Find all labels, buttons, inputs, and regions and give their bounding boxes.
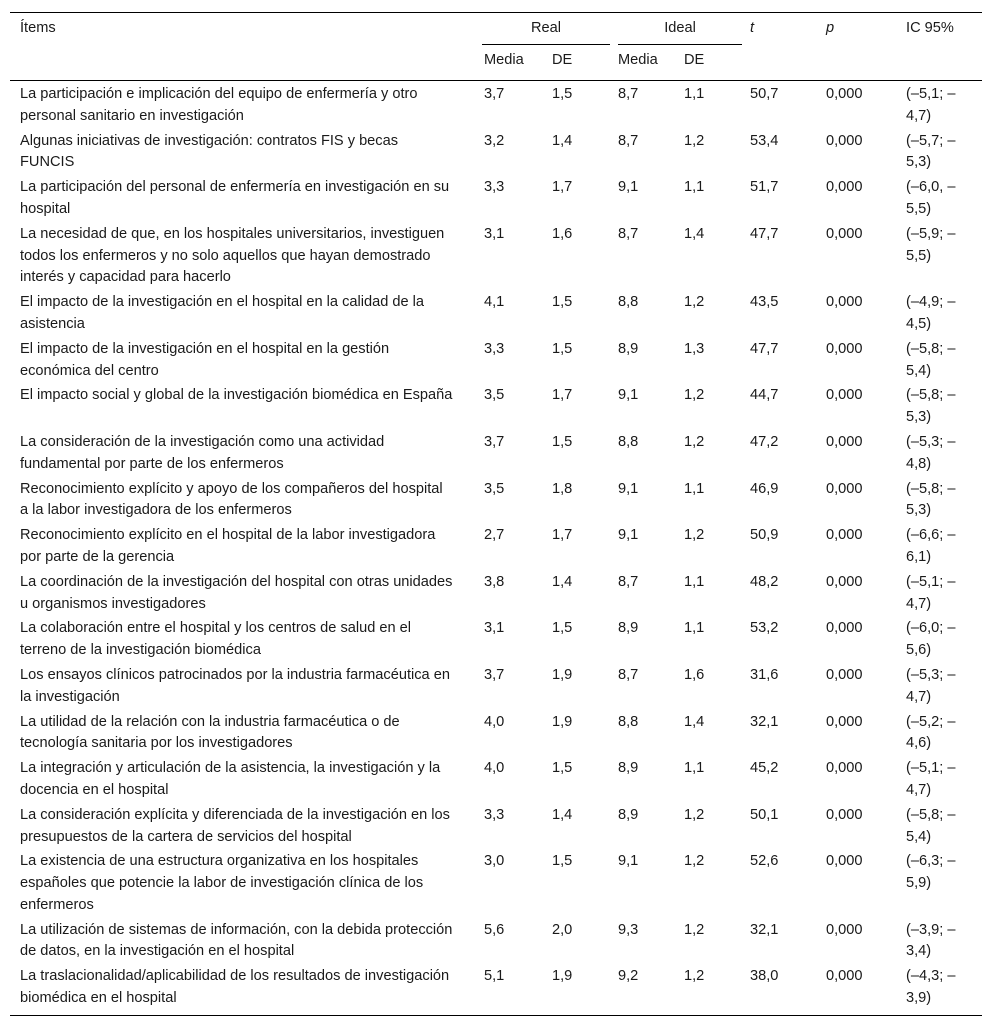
cell-ic: (–5,1; –4,7): [906, 760, 956, 798]
cell-real-media: 4,1: [484, 294, 505, 311]
cell-t: 50,9: [750, 527, 779, 544]
cell-t: 31,6: [750, 666, 779, 683]
table-row: [10, 848, 982, 916]
cell-ic: (–5,3; –4,8): [906, 433, 956, 472]
cell-ideal-media: 9,1: [618, 480, 639, 497]
cell-p: 0,000: [826, 527, 863, 544]
cell-ideal-media: 8,9: [618, 760, 639, 777]
cell-ic: (–5,8; –5,4): [906, 806, 956, 845]
cell-item: La consideración de la investigación como una actividad fundamental por parte de los enfermeros: [20, 433, 385, 472]
cell-ideal-de: 1,2: [684, 853, 705, 870]
header-real: Real: [482, 13, 610, 45]
cell-p: 0,000: [826, 666, 863, 683]
header-p: p: [826, 13, 906, 81]
cell-p: 0,000: [826, 480, 863, 497]
cell-real-de: 1,7: [552, 387, 573, 404]
cell-ideal-de: 1,3: [684, 340, 705, 357]
cell-real-media: 3,1: [484, 620, 505, 637]
cell-real-media: 4,0: [484, 713, 505, 730]
cell-item: Algunas iniciativas de investigación: contratos FIS y becas FUNCIS: [20, 132, 399, 171]
cell-p: 0,000: [826, 760, 863, 777]
table-row: [10, 128, 982, 175]
cell-item: Los ensayos clínicos patrocinados por la industria farmacéutica en la investigación: [20, 666, 450, 705]
table-row: [10, 289, 982, 336]
cell-ic: (–3,9; –3,4): [906, 921, 956, 960]
header-items: Ítems: [10, 13, 480, 81]
cell-p: 0,000: [826, 294, 863, 311]
cell-real-media: 3,5: [484, 480, 505, 497]
cell-real-media: 3,3: [484, 806, 505, 823]
cell-ideal-media: 9,1: [618, 853, 639, 870]
cell-p: 0,000: [826, 340, 863, 357]
cell-ideal-de: 1,2: [684, 921, 705, 938]
cell-ic: (–5,8; –5,3): [906, 387, 956, 426]
header-ideal: Ideal: [618, 13, 742, 45]
cell-real-de: 1,5: [552, 620, 573, 637]
cell-ideal-de: 1,4: [684, 225, 705, 242]
cell-real-media: 3,3: [484, 179, 505, 196]
cell-ideal-media: 8,7: [618, 666, 639, 683]
cell-item: La traslacionalidad/aplicabilidad de los resultados de investigación biomédica en el hospital: [10, 963, 480, 1015]
cell-ic: (–5,1; –4,7): [906, 573, 956, 612]
cell-ic: (–5,9; –5,5): [906, 225, 956, 264]
cell-real-media: 3,7: [484, 86, 505, 102]
cell-ic: (–5,8; –5,3): [906, 480, 956, 519]
cell-real-de: 1,5: [552, 853, 573, 870]
cell-ideal-media: 8,9: [618, 620, 639, 637]
cell-t: 32,1: [750, 713, 779, 730]
cell-real-de: 1,5: [552, 340, 573, 357]
cell-p: 0,000: [826, 853, 863, 870]
cell-t: 46,9: [750, 480, 779, 497]
cell-real-media: 5,6: [484, 921, 505, 938]
cell-real-media: 3,5: [484, 387, 505, 404]
cell-item: La participación del personal de enfermería en investigación en su hospital: [20, 179, 450, 217]
cell-real-media: 3,8: [484, 573, 505, 590]
cell-t: 32,1: [750, 921, 779, 938]
table-row: [10, 755, 982, 802]
cell-real-media: 3,3: [484, 340, 505, 357]
cell-ic: (–5,3; –4,7): [906, 666, 956, 705]
cell-item: La consideración explícita y diferenciada de la investigación en los presupuestos de la cartera de servicios del hospital: [20, 806, 450, 845]
cell-t: 50,1: [750, 806, 779, 823]
cell-item: La existencia de una estructura organizativa en los hospitales españoles que potencie la labor de investigación clínica de los enfermeros: [20, 853, 424, 913]
cell-ideal-media: 9,3: [618, 921, 639, 938]
cell-ideal-media: 9,2: [618, 963, 684, 1015]
cell-t: 43,5: [750, 294, 779, 311]
cell-item: La integración y articulación de la asistencia, la investigación y la docencia en el hospital: [20, 760, 441, 798]
cell-ic: (–6,0; –5,6): [906, 620, 956, 659]
header-ic: IC 95%: [906, 13, 982, 81]
table-body: [10, 81, 982, 1016]
cell-t: 44,7: [750, 387, 779, 404]
cell-ideal-media: 8,8: [618, 433, 639, 450]
cell-p: 0,000: [826, 225, 863, 242]
cell-p: 0,000: [826, 387, 863, 404]
cell-real-media: 3,0: [484, 853, 505, 870]
cell-ideal-de: 1,2: [684, 963, 750, 1015]
cell-p: 0,000: [826, 963, 906, 1015]
cell-p: 0,000: [826, 806, 863, 823]
cell-ideal-media: 8,8: [618, 713, 639, 730]
cell-ideal-media: 9,1: [618, 527, 639, 544]
cell-p: 0,000: [826, 573, 863, 590]
cell-real-de: 1,7: [552, 179, 573, 196]
cell-real-de: 1,6: [552, 225, 573, 242]
cell-t: 45,2: [750, 760, 779, 777]
table-row: [10, 569, 982, 616]
cell-real-de: 1,9: [552, 666, 573, 683]
cell-real-media: 2,7: [484, 527, 505, 544]
header-real-media: Media: [480, 45, 550, 81]
cell-real-media: 3,7: [484, 666, 505, 683]
cell-t: 50,7: [750, 86, 779, 102]
cell-ic: (–5,7; –5,3): [906, 132, 956, 171]
cell-real-media: 5,1: [480, 963, 550, 1015]
cell-real-de: 2,0: [552, 921, 573, 938]
cell-ideal-media: 8,7: [618, 132, 639, 149]
header-real-de: DE: [550, 45, 618, 81]
cell-real-de: 1,4: [552, 573, 573, 590]
cell-ideal-de: 1,1: [684, 86, 705, 102]
cell-item: La participación e implicación del equipo de enfermería y otro personal sanitario en investigación: [20, 86, 418, 124]
cell-ideal-de: 1,4: [684, 713, 705, 730]
cell-t: 47,7: [750, 340, 779, 357]
table-row: [10, 382, 982, 429]
cell-real-de: 1,5: [552, 760, 573, 777]
table-row: [10, 174, 982, 221]
table-row: [10, 429, 982, 476]
cell-ideal-media: 8,7: [618, 86, 639, 102]
cell-ideal-de: 1,2: [684, 527, 705, 544]
table-row: [10, 221, 982, 289]
cell-p: 0,000: [826, 921, 863, 938]
cell-ic: (–6,0, –5,5): [906, 179, 956, 217]
cell-item: La colaboración entre el hospital y los centros de salud en el terreno de la investigación biomédica: [20, 620, 412, 659]
cell-ideal-de: 1,1: [684, 480, 705, 497]
table-row: [10, 662, 982, 709]
cell-item: La utilidad de la relación con la industria farmacéutica o de tecnología sanitaria por los investigadores: [20, 713, 400, 752]
cell-ideal-de: 1,1: [684, 573, 705, 590]
cell-ic: (–5,1; –4,7): [906, 86, 956, 124]
cell-item: Reconocimiento explícito en el hospital de la labor investigadora por parte de la gerencia: [20, 527, 436, 565]
cell-ideal-media: 9,1: [618, 387, 639, 404]
cell-ideal-de: 1,2: [684, 387, 705, 404]
cell-ideal-de: 1,1: [684, 179, 705, 196]
cell-p: 0,000: [826, 620, 863, 637]
table-row: [10, 802, 982, 849]
cell-real-media: 4,0: [484, 760, 505, 777]
table-row: [10, 709, 982, 756]
cell-p: 0,000: [826, 179, 863, 196]
table-header: [10, 13, 982, 81]
table-row: [10, 336, 982, 383]
table-row: [10, 615, 982, 662]
cell-t: 38,0: [750, 963, 826, 1015]
cell-real-de: 1,5: [552, 86, 573, 102]
cell-real-media: 3,7: [484, 433, 505, 450]
cell-real-de: 1,9: [550, 963, 618, 1015]
cell-ic: (–5,2; –4,6): [906, 713, 956, 752]
table-row: [10, 476, 982, 523]
cell-ideal-de: 1,2: [684, 132, 705, 149]
cell-ic: (–5,8; –5,4): [906, 340, 956, 379]
cell-item: El impacto de la investigación en el hospital en la gestión económica del centro: [20, 340, 390, 379]
cell-ideal-media: 8,9: [618, 806, 639, 823]
cell-real-de: 1,7: [552, 527, 573, 544]
cell-ideal-media: 8,7: [618, 225, 639, 242]
results-table: [10, 12, 982, 1016]
cell-item: El impacto de la investigación en el hospital en la calidad de la asistencia: [20, 294, 425, 332]
cell-item: La coordinación de la investigación del hospital con otras unidades u organismos investigadores: [20, 573, 453, 612]
cell-real-de: 1,4: [552, 806, 573, 823]
cell-item: La necesidad de que, en los hospitales universitarios, investiguen todos los enfermeros y no solo aquellos que hayan demostrado interés y capacidad para hacerlo: [20, 225, 445, 286]
table-row: [10, 917, 982, 964]
cell-ic: (–4,9; –4,5): [906, 294, 956, 332]
header-ideal-de: DE: [684, 45, 750, 81]
cell-item: La utilización de sistemas de información, con la debida protección de datos, en la investigación en el hospital: [20, 921, 453, 960]
cell-t: 48,2: [750, 573, 779, 590]
cell-ideal-de: 1,2: [684, 806, 705, 823]
header-ideal-media: Media: [618, 45, 684, 81]
table-row: [10, 963, 982, 1015]
cell-real-de: 1,4: [552, 132, 573, 149]
cell-t: 51,7: [750, 179, 779, 196]
cell-ideal-media: 9,1: [618, 179, 639, 196]
cell-p: 0,000: [826, 86, 863, 102]
cell-ideal-media: 8,7: [618, 573, 639, 590]
cell-ideal-media: 8,9: [618, 340, 639, 357]
cell-t: 53,2: [750, 620, 779, 637]
cell-ic: (–6,3; –5,9): [906, 853, 956, 892]
cell-real-media: 3,2: [484, 132, 505, 149]
cell-ideal-de: 1,2: [684, 433, 705, 450]
table-row: [10, 81, 982, 128]
cell-p: 0,000: [826, 713, 863, 730]
cell-real-media: 3,1: [484, 225, 505, 242]
cell-ideal-de: 1,1: [684, 620, 705, 637]
cell-item: El impacto social y global de la investigación biomédica en España: [20, 387, 453, 404]
cell-real-de: 1,8: [552, 480, 573, 497]
cell-real-de: 1,9: [552, 713, 573, 730]
cell-p: 0,000: [826, 433, 863, 450]
cell-t: 47,2: [750, 433, 779, 450]
cell-ideal-media: 8,8: [618, 294, 639, 311]
cell-t: 52,6: [750, 853, 779, 870]
cell-ideal-de: 1,1: [684, 760, 705, 777]
header-t: t: [750, 13, 826, 81]
cell-ideal-de: 1,2: [684, 294, 705, 311]
cell-item: Reconocimiento explícito y apoyo de los compañeros del hospital a la labor investigadora de los enfermeros: [20, 480, 443, 519]
cell-ic: (–6,6; –6,1): [906, 527, 956, 565]
cell-t: 47,7: [750, 225, 779, 242]
table-row: [10, 522, 982, 569]
cell-ideal-de: 1,6: [684, 666, 705, 683]
cell-p: 0,000: [826, 132, 863, 149]
cell-ic: (–4,3; –3,9): [906, 963, 982, 1015]
cell-t: 53,4: [750, 132, 779, 149]
cell-real-de: 1,5: [552, 294, 573, 311]
cell-real-de: 1,5: [552, 433, 573, 450]
